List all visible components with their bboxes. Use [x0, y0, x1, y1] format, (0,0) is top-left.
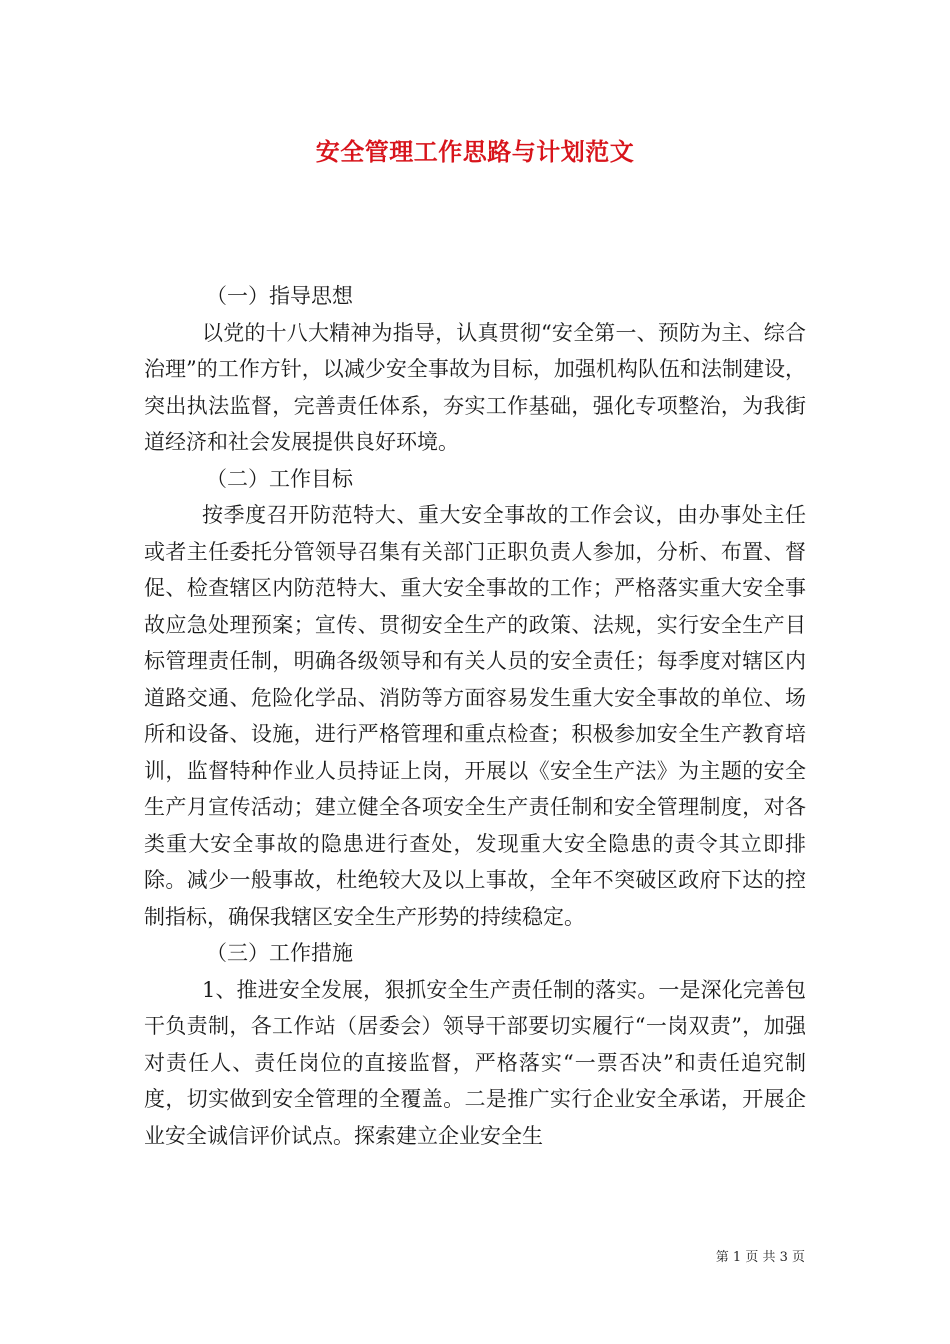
section-heading-work-goals: （二）工作目标	[206, 466, 353, 491]
section-heading-work-measures: （三）工作措施	[206, 941, 353, 965]
paragraph-work-measures: 1、推进安全发展，狠抓安全生产责任制的落实。一是深化完善包干负责制，各工作站（居委会）领导干部要切实履行“一岗双责”，加强对责任人、责任岗位的直接监督，严格落实“一票否决”和责任追究制度，切实做到安全管理的全覆盖。二是推广实行企业安全承诺，开展企业安全诚信评价试点。探索建立企业安全生	[144, 977, 806, 1148]
document-title: 安全管理工作思路与计划范文	[315, 137, 635, 166]
paragraph-work-goals: 按季度召开防范特大、重大安全事故的工作会议，由办事处主任或者主任委托分管领导召集有关部门正职负责人参加，分析、布置、督促、检查辖区内防范特大、重大安全事故的工作；严格落实重大安全事故应急处理预案；宣传、贯彻安全生产的政策、法规，实行安全生产目标管理责任制，明确各级领导和有关人员的安全责任；每季度对辖区内道路交通、危险化学品、消防等方面容易发生重大安全事故的单位、场所和设备、设施，进行严格管理和重点检查；积极参加安全生产教育培训，监督特种作业人员持证上岗，开展以《安全生产法》为主题的安全生产月宣传活动；建立健全各项安全生产责任制和安全管理制度，对各类重大安全事故的隐患进行查处，发现重大安全隐患的责令其立即排除。减少一般事故，杜绝较大及以上事故，全年不突破区政府下达的控制指标，确保我辖区安全生产形势的持续稳定。	[144, 503, 806, 929]
section-heading-guiding-ideology: （一）指导思想	[206, 284, 353, 308]
page-number-footer: 第 1 页 共 3 页	[715, 1250, 805, 1265]
paragraph-guiding-ideology: 以党的十八大精神为指导，认真贯彻“安全第一、预防为主、综合治理”的工作方针，以减少安全事故为目标，加强机构队伍和法制建设，突出执法监督，完善责任体系，夯实工作基础，强化专项整治，为我街道经济和社会发展提供良好环境。	[144, 320, 806, 454]
document-body	[144, 278, 806, 1154]
